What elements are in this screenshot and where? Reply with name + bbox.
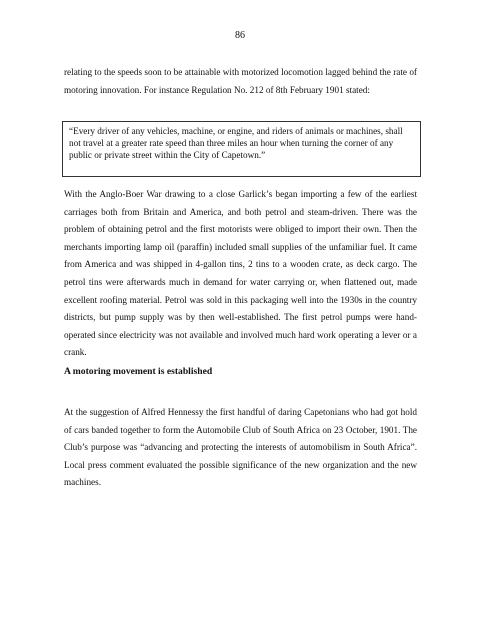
regulation-quote-text: “Every driver of any vehicles, machine, or engine, and riders of animals or machines, shall not travel at a greater rate speed than three miles an hour when turning the corner of any public or private street within the City of Capetown.” (69, 126, 403, 160)
regulation-quote-box (62, 121, 421, 177)
intro-paragraph: relating to the speeds soon to be attainable with motorized locomotion lagged behind the rate of motoring innovation. For instance Regulation No. 212 of 8th February 1901 stated: (64, 67, 417, 95)
page-number: 86 (235, 30, 245, 41)
section-heading: A motoring movement is established (64, 366, 213, 377)
war-paragraph: With the Anglo-Boer War drawing to a close Garlick’s began importing a few of the earliest carriages both from Britain and America, and both petrol and steam-driven. There was the problem of obtaining petrol and the first motorists were obliged to import their own. Then the merchants importing lamp oil (paraffin) included small supplies of the unfamiliar fuel. It came from America and was shipped in 4-gallon tins, 2 tins to a wooden crate, as deck cargo. The petrol tins were afterwards much in demand for water carrying or, when flattened out, made excellent roofing material. Petrol was sold in this packaging well into the 1930s in the country districts, but pump supply was by then well-established. The first petrol pumps were hand-operated since electricity was not available and involved much hard work operating a lever or a crank. (64, 189, 417, 358)
club-paragraph: At the suggestion of Alfred Hennessy the first handful of daring Capetonians who had got hold of cars banded together to form the Automobile Club of South Africa on 23 October, 1901. The Club’s purpose was “advancing and protecting the interests of automobilism in South Africa”. Local press comment evaluated the possible significance of the new organization and the new machines. (64, 407, 417, 488)
